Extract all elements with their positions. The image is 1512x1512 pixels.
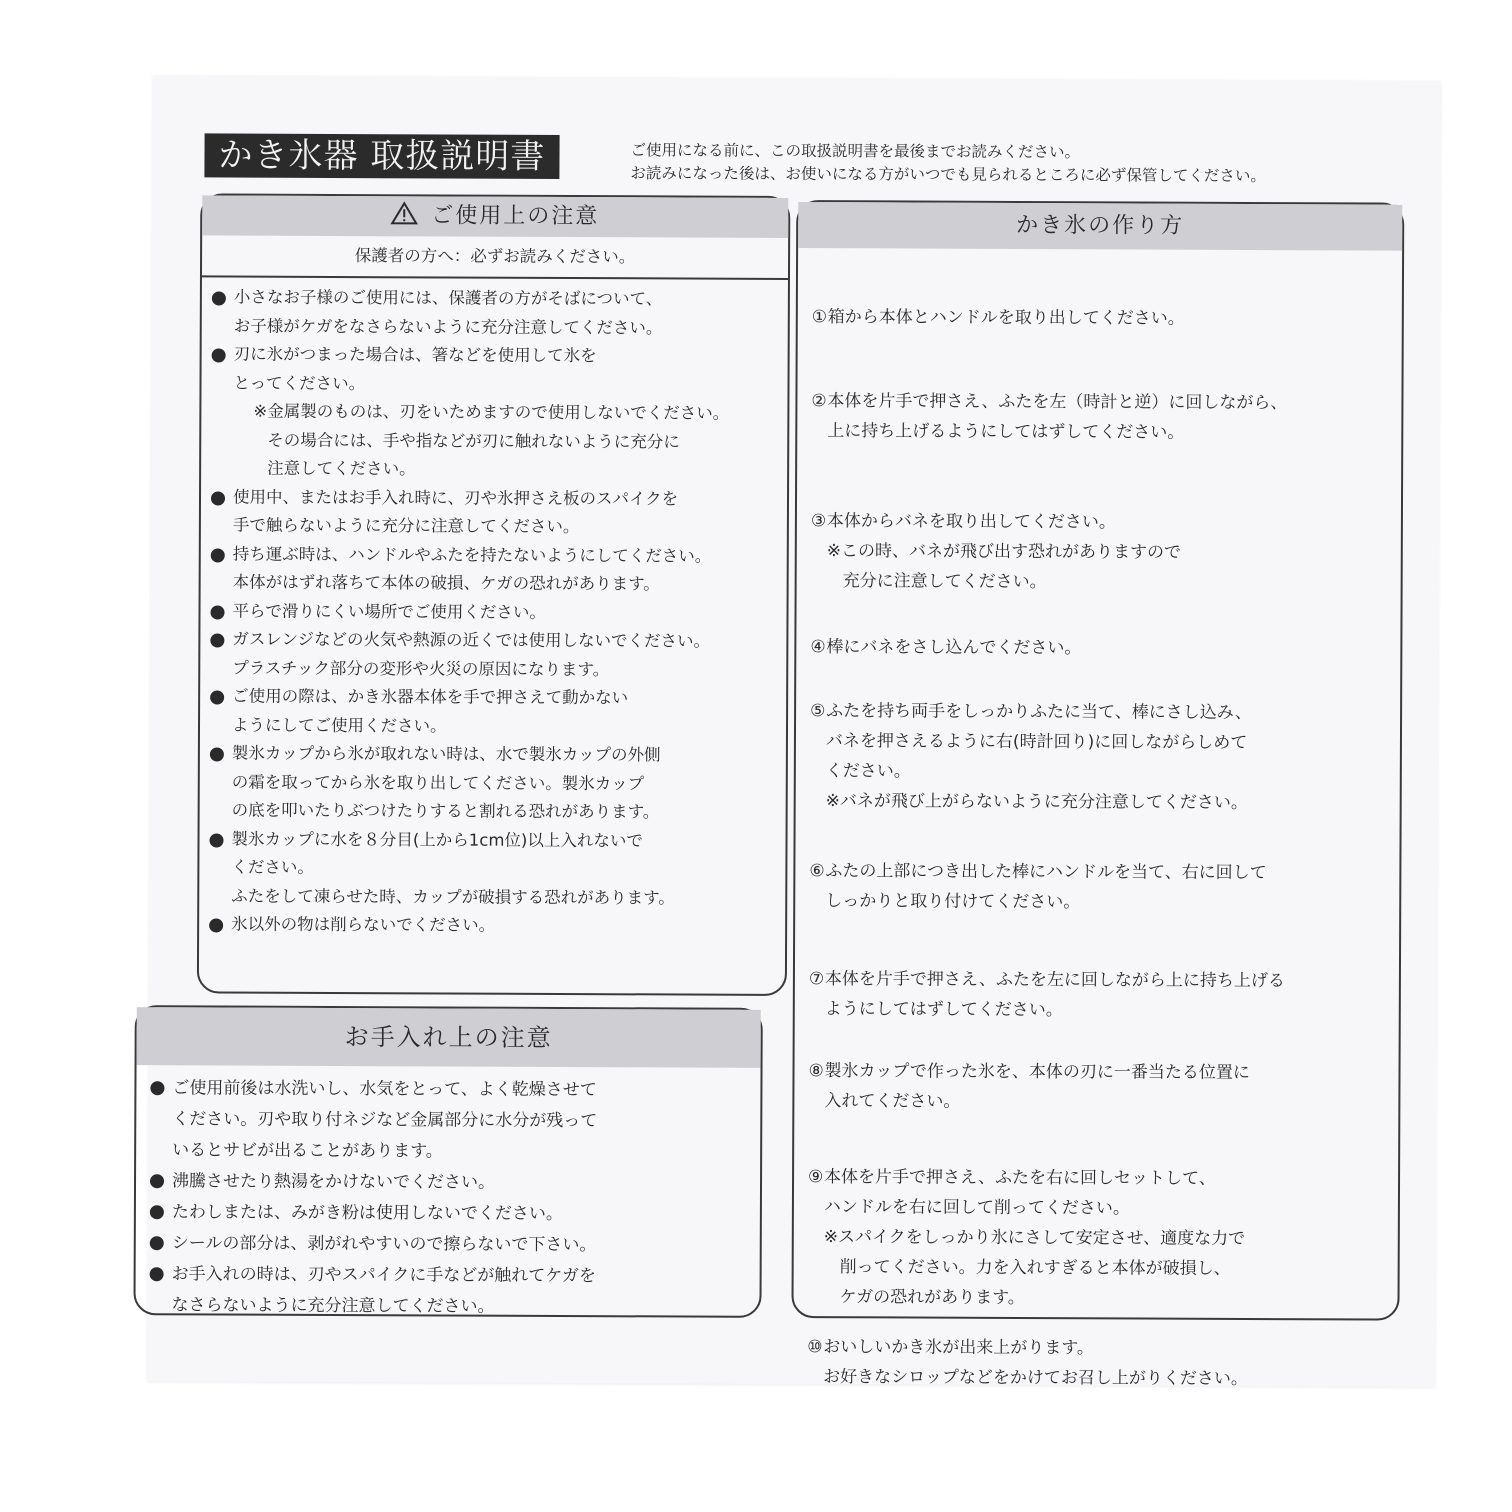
usage-caution-list xyxy=(199,277,788,941)
step-number: ① xyxy=(811,307,828,328)
caution-item-line: 手で触らないように充分に注意してください。 xyxy=(232,515,580,537)
howto-step xyxy=(809,856,1267,918)
step-text: ふたの上部につき出した棒にハンドルを当て、右に回して xyxy=(825,861,1267,884)
bullet-icon xyxy=(211,548,225,562)
bullet-icon xyxy=(150,1267,164,1281)
caution-item-line: プラスチック部分の変形や火災の原因になります。 xyxy=(232,658,610,679)
step-number: ⑩ xyxy=(807,1337,823,1358)
step-line xyxy=(811,386,1287,418)
bullet-icon xyxy=(210,633,224,647)
bullet-icon xyxy=(150,1236,164,1250)
instruction-sheet xyxy=(147,75,1441,1387)
step-line: しっかりと取り付けてください。 xyxy=(825,891,1081,913)
caution-item xyxy=(211,540,787,600)
step-text: 棒にバネをさし込んでください。 xyxy=(826,637,1082,659)
caution-item xyxy=(209,910,785,941)
caution-item-line: とってください。 xyxy=(233,373,366,393)
howto-step xyxy=(807,1332,1248,1394)
step-line xyxy=(810,632,1081,663)
caution-item xyxy=(210,625,786,685)
maintenance-item-line: なさらないように充分注意してください。 xyxy=(171,1295,495,1317)
step-line xyxy=(810,696,1252,728)
step-text: おいしいかき氷が出来上がります。 xyxy=(823,1337,1094,1359)
maintenance-item xyxy=(149,1259,759,1324)
step-line xyxy=(808,1162,1246,1194)
maintenance-item-line: たわしまたは、みがき粉は使用しないでください。 xyxy=(171,1202,563,1224)
step-note: ※スパイクをしっかり氷にさして安定させ、適度な力で xyxy=(823,1227,1246,1249)
caution-item-line: の霜を取ってから氷を取り出してください。製氷カップ xyxy=(231,772,645,793)
howto-step xyxy=(808,1056,1250,1118)
step-line xyxy=(808,1056,1249,1088)
bullet-icon xyxy=(212,348,226,362)
usage-caution-title: ご使用上の注意 xyxy=(431,203,600,230)
usage-caution-header xyxy=(202,195,788,238)
caution-item-line: 平らで滑りにくい場所でご使用ください。 xyxy=(232,601,546,622)
step-line: バネを押さえるように右(時計回り)に回しながらしめて xyxy=(825,731,1248,753)
step-line: お好きなシロップなどをかけてお召し上がりください。 xyxy=(823,1367,1248,1389)
step-number: ⑧ xyxy=(808,1061,824,1082)
maintenance-caution-panel xyxy=(133,1005,762,1318)
step-number: ⑥ xyxy=(809,861,825,882)
step-text: 箱から本体とハンドルを取り出してください。 xyxy=(827,307,1185,329)
step-line: ハンドルを右に回して削ってください。 xyxy=(823,1197,1130,1219)
caution-item-note: ※金属製のものは、刃をいためますので使用しないでください。 xyxy=(253,401,730,423)
caution-item-line: 使用中、またはお手入れ時に、刃や氷押さえ板のスパイクを xyxy=(232,487,679,508)
maintenance-caution-title: お手入れ上の注意 xyxy=(344,1023,553,1052)
step-note: ※バネが飛び上がらないように充分注意してください。 xyxy=(825,791,1248,813)
bullet-icon xyxy=(211,491,225,505)
step-line xyxy=(809,964,1285,996)
maintenance-caution-header xyxy=(137,1007,761,1068)
bullet-icon xyxy=(150,1205,164,1219)
step-text: 本体を片手で押さえ、ふたを右に回しセットして、 xyxy=(824,1167,1216,1189)
maintenance-item-line: ください。刃や取り付ネジなど金属部分に水分が残って xyxy=(172,1109,598,1132)
step-line: ようにしてはずしてください。 xyxy=(824,999,1063,1021)
maintenance-item-line: お手入れの時は、刃やスパイクに手などが触れてケガを xyxy=(171,1264,596,1287)
step-note: 充分に注意してください。 xyxy=(842,571,1047,593)
warning-icon xyxy=(391,201,417,225)
bullet-icon xyxy=(210,690,224,704)
caution-item-line: ご使用の際は、かき氷器本体を手で押さえて動かない xyxy=(232,686,629,708)
step-line xyxy=(811,506,1181,538)
caution-item-line: 小さなお子様のご使用には、保護者の方がそばについて、 xyxy=(233,287,663,309)
bullet-icon xyxy=(209,918,223,932)
caution-item-line: 製氷カップから氷が取れない時は、水で製氷カップの外側 xyxy=(231,743,661,765)
step-text: 本体からバネを取り出してください。 xyxy=(826,511,1116,533)
caution-item xyxy=(212,283,788,343)
step-line xyxy=(812,302,1185,334)
intro-line: ご使用になる前に、この取扱説明書を最後までお読みください。 xyxy=(630,141,1081,162)
caution-item xyxy=(211,340,788,485)
step-number: ⑨ xyxy=(808,1167,824,1188)
maintenance-item-line: 沸騰させたり熱湯をかけないでください。 xyxy=(171,1171,496,1193)
maintenance-caution-list xyxy=(135,1065,760,1324)
caution-item-line: ようにしてご使用ください。 xyxy=(231,715,447,735)
bullet-icon xyxy=(212,291,226,305)
caution-item-line: ガスレンジなどの火気や熱源の近くでは使用しないでください。 xyxy=(232,629,711,651)
howto-step xyxy=(810,632,1081,663)
bullet-icon xyxy=(210,747,224,761)
step-text: ふたを持ち両手をしっかりふたに当て、棒にさし込み、 xyxy=(826,701,1252,723)
step-number: ③ xyxy=(810,511,827,532)
caution-item-line: 持ち運ぶ時は、ハンドルやふたを持たないようにしてください。 xyxy=(232,544,712,566)
howto-step xyxy=(811,506,1182,598)
step-text: 本体を片手で押さえ、ふたを左（時計と逆）に回しながら、 xyxy=(827,391,1288,414)
caution-item xyxy=(211,483,787,543)
caution-item-note: 注意してください。 xyxy=(267,458,416,479)
step-note: 削ってください。力を入れすぎると本体が破損し、 xyxy=(839,1257,1231,1279)
caution-item-note: その場合には、手や指などが刃に触れないように充分に xyxy=(267,430,680,451)
step-note: ケガの恐れがあります。 xyxy=(839,1287,1025,1309)
bullet-icon xyxy=(209,833,223,847)
caution-item-line: 氷以外の物は削らないでください。 xyxy=(231,914,496,935)
step-line: 上に持ち上げるようにしてはずしてください。 xyxy=(827,421,1185,443)
caution-item xyxy=(210,597,786,628)
caution-item-line: お子様がケガをなさらないように充分注意してください。 xyxy=(233,316,663,337)
maintenance-item-line: いるとサビが出ることがあります。 xyxy=(172,1140,443,1162)
howto-step xyxy=(812,302,1185,334)
step-line: ください。 xyxy=(825,761,911,782)
howto-step xyxy=(810,696,1252,818)
caution-item xyxy=(209,825,785,913)
maintenance-item xyxy=(150,1197,760,1231)
step-text: 製氷カップで作った氷を、本体の刃に一番当たる位置に xyxy=(824,1061,1250,1083)
maintenance-item xyxy=(150,1073,760,1169)
intro-line: お読みになった後は、お使いになる方がいつでも見られるところに必ず保管してください。 xyxy=(630,164,1266,186)
step-text: 本体を片手で押さえ、ふたを左に回しながら上に持ち上げる xyxy=(824,969,1285,992)
step-line xyxy=(807,1332,1248,1364)
howto-step xyxy=(809,964,1285,1026)
step-number: ④ xyxy=(810,637,826,658)
step-number: ② xyxy=(811,391,827,412)
step-number: ⑤ xyxy=(810,701,826,722)
bullet-icon xyxy=(150,1081,164,1095)
howto-panel xyxy=(791,200,1404,1389)
maintenance-item xyxy=(150,1228,760,1262)
bullet-icon xyxy=(150,1174,164,1188)
caution-item-line: 刃に氷がつまった場合は、箸などを使用して氷を xyxy=(233,344,597,366)
intro-text xyxy=(630,139,1266,188)
manual-title: かき氷器 取扱説明書 xyxy=(204,133,559,179)
usage-caution-panel xyxy=(197,193,790,996)
caution-item xyxy=(210,739,786,827)
caution-item-line: の底を叩いたりぶつけたりすると割れる恐れがあります。 xyxy=(231,800,660,822)
caution-item-line: ふたをして凍らせた時、カップが破損する恐れがあります。 xyxy=(231,886,675,907)
bullet-icon xyxy=(210,605,224,619)
step-number: ⑦ xyxy=(808,969,825,990)
caution-item-line: 製氷カップに水を８分目(上から1cm位)以上入れないで xyxy=(231,829,643,850)
howto-step xyxy=(811,386,1287,448)
maintenance-item-line: シールの部分は、剥がれやすいので擦らないで下さい。 xyxy=(171,1233,597,1256)
caution-item-line: ください。 xyxy=(231,857,314,877)
howto-title: かき氷の作り方 xyxy=(1016,212,1185,239)
step-line xyxy=(809,856,1266,888)
guardian-notice: 保護者の方へ：必ずお読みください。 xyxy=(202,235,788,280)
step-line: 入れてください。 xyxy=(824,1091,961,1112)
caution-item-line: 本体がはずれ落ちて本体の破損、ケガの恐れがあります。 xyxy=(232,572,660,594)
maintenance-item-line: ご使用前後は水洗いし、水気をとって、よく乾燥させて xyxy=(172,1078,597,1101)
howto-header xyxy=(798,202,1402,251)
maintenance-item xyxy=(150,1166,760,1200)
caution-item xyxy=(210,682,786,742)
howto-step xyxy=(807,1162,1245,1314)
step-note: ※この時、バネが飛び出す恐れがありますので xyxy=(826,541,1182,563)
